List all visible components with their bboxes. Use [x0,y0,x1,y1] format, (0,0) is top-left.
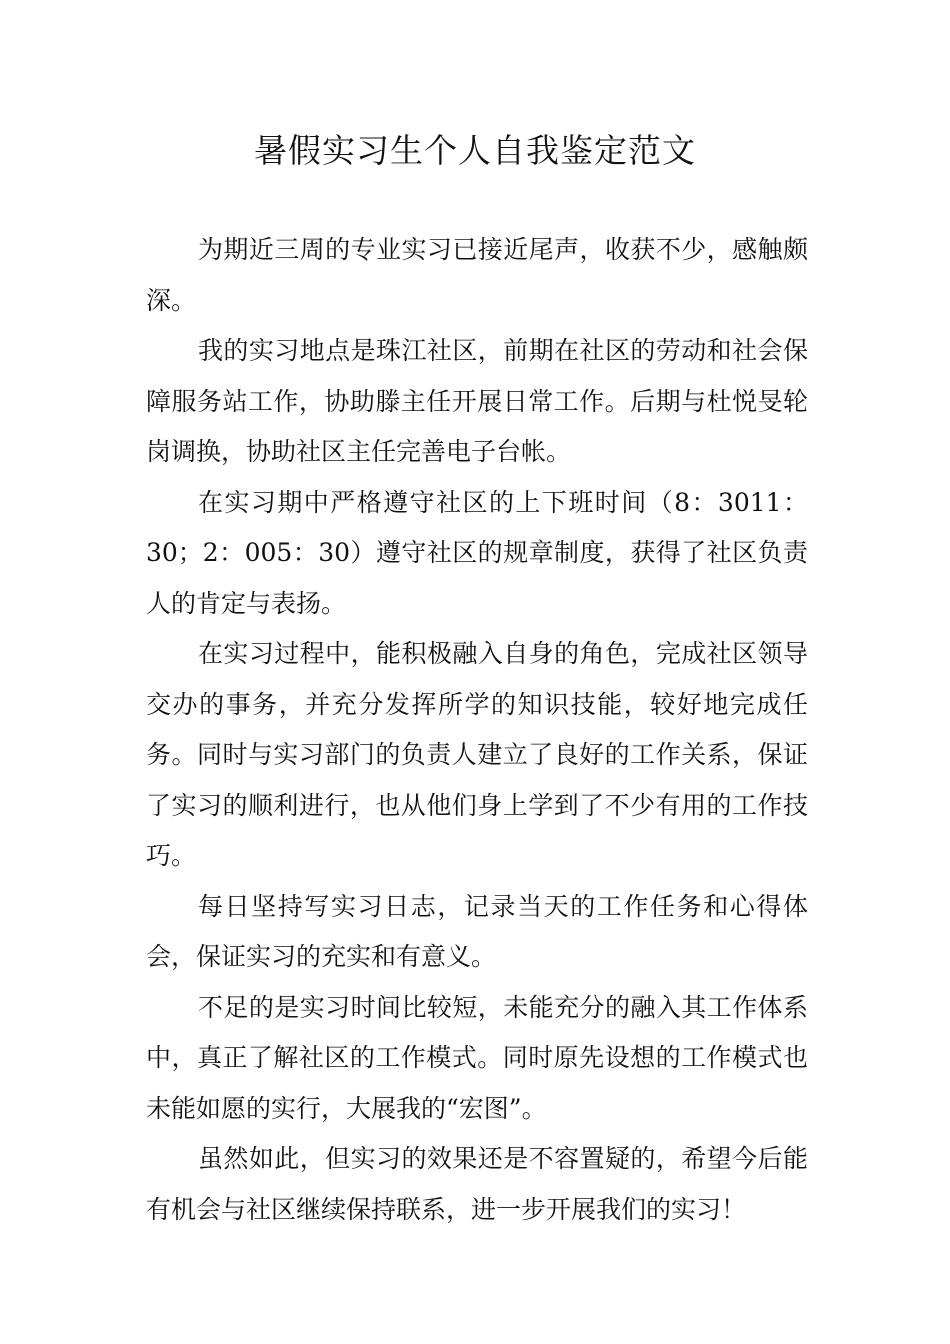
paragraph: 在实习过程中，能积极融入自身的角色，完成社区领导交办的事务，并充分发挥所学的知识技能，较好地完成任务。同时与实习部门的负责人建立了良好的工作关系，保证了实习的顺利进行，也从他们身上学到了不少有用的工作技巧。 [146,639,808,870]
paragraph: 不足的是实习时间比较短，未能充分的融入其工作体系中，真正了解社区的工作模式。同时原先设想的工作模式也未能如愿的实行，大展我的“宏图”。 [146,992,808,1123]
paragraph: 为期近三周的专业实习已接近尾声，收获不少，感触颇深。 [146,235,808,315]
paragraph: 我的实习地点是珠江社区，前期在社区的劳动和社会保障服务站工作，协助滕主任开展日常工作。后期与杜悦旻轮岗调换，协助社区主任完善电子台帐。 [146,336,808,466]
document-body [146,225,808,1235]
document-title: 暑假实习生个人自我鉴定范文 [254,131,696,170]
paragraph: 在实习期中严格遵守社区的上下班时间（8：3011：30；2：005：30）遵守社区的规章制度，获得了社区负责人的肯定与表扬。 [146,487,808,618]
paragraph: 虽然如此，但实习的效果还是不容置疑的，希望今后能有机会与社区继续保持联系，进一步开展我们的实习！ [146,1144,808,1224]
paragraph: 每日坚持写实习日志，记录当天的工作任务和心得体会，保证实习的充实和有意义。 [146,891,808,971]
